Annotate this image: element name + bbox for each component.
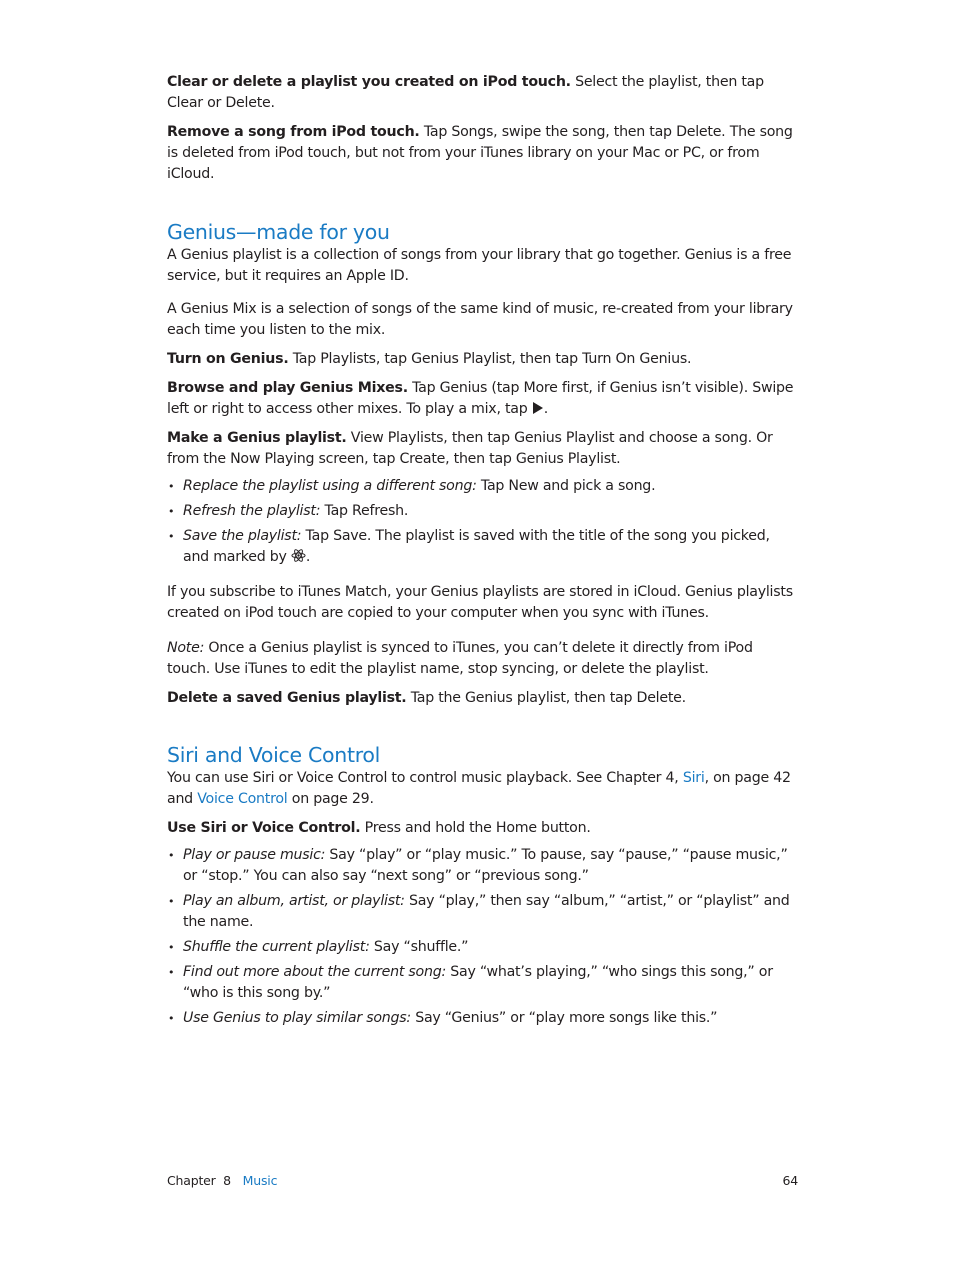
- list-item: [167, 845, 797, 887]
- siri-intro-text-a: You can use Siri or Voice Control to control music playback. See Chapter 4,: [167, 770, 683, 786]
- list-item-end: .: [305, 549, 311, 565]
- list-item-label: Use Genius to play similar songs:: [183, 1010, 411, 1026]
- browse-genius-paragraph: [167, 378, 797, 420]
- use-siri-text: Press and hold the Home button.: [360, 820, 591, 836]
- turn-on-genius-title: Turn on Genius.: [167, 351, 289, 367]
- list-item-label: Play or pause music:: [183, 847, 326, 863]
- list-item-label: Find out more about the current song:: [183, 964, 447, 980]
- clear-playlist-text: Select the playlist, then tap Clear or Delete.: [167, 74, 764, 111]
- list-item-label: Refresh the playlist:: [183, 503, 321, 519]
- remove-song-title: Remove a song from iPod touch.: [167, 124, 420, 140]
- note-paragraph: [167, 638, 797, 680]
- remove-song-paragraph: [167, 122, 797, 185]
- list-item: [167, 526, 797, 568]
- list-item: [167, 891, 797, 933]
- list-item: [167, 962, 797, 1004]
- siri-link[interactable]: Siri: [682, 770, 705, 786]
- genius-options-list: [167, 476, 797, 568]
- genius-atom-icon: [291, 548, 306, 563]
- list-item: [167, 501, 797, 522]
- note-text: Once a Genius playlist is synced to iTunes, you can’t delete it directly from iPod touch. Use iTunes to edit the playlist name, stop syncing, or delete the playlist.: [167, 640, 753, 677]
- siri-commands-list: [167, 845, 797, 1029]
- remove-song-text: Tap Songs, swipe the song, then tap Delete. The song is deleted from iPod touch, but not from your iTunes library on your Mac or PC, or from iCloud.: [167, 124, 793, 182]
- turn-on-genius-paragraph: [167, 349, 797, 370]
- page-footer: [167, 1172, 798, 1190]
- list-item-text: Tap Save. The playlist is saved with the title of the song you picked, and marked by: [183, 528, 770, 565]
- list-item-label: Shuffle the current playlist:: [183, 939, 370, 955]
- list-item-label: Replace the playlist using a different song:: [183, 478, 477, 494]
- delete-genius-paragraph: [167, 688, 797, 709]
- make-genius-paragraph: [167, 428, 797, 470]
- genius-mix-paragraph: A Genius Mix is a selection of songs of the same kind of music, re-created from your library each time you listen to the mix.: [167, 301, 793, 338]
- browse-genius-title: Browse and play Genius Mixes.: [167, 380, 408, 396]
- list-item-text: Tap Refresh.: [320, 503, 409, 519]
- siri-intro-paragraph: [167, 768, 797, 810]
- siri-intro-text-b: , on page 42 and: [167, 770, 791, 807]
- page-body: [167, 72, 797, 1029]
- note-label: Note:: [167, 640, 205, 656]
- list-item: [167, 1008, 797, 1029]
- use-siri-title: Use Siri or Voice Control.: [167, 820, 361, 836]
- list-item-label: Play an album, artist, or playlist:: [183, 893, 405, 909]
- list-item-label: Save the playlist:: [183, 528, 302, 544]
- list-item-text: Say “Genius” or “play more songs like this.”: [410, 1010, 718, 1026]
- footer-chapter: Chapter 8: [167, 1173, 231, 1188]
- genius-intro-paragraph: A Genius playlist is a collection of songs from your library that go together. Genius is a free service, but it requires an Apple ID.: [167, 247, 792, 284]
- turn-on-genius-text: Tap Playlists, tap Genius Playlist, then tap Turn On Genius.: [288, 351, 692, 367]
- list-item-text: Say “shuffle.”: [369, 939, 469, 955]
- voice-control-link[interactable]: Voice Control: [197, 791, 288, 807]
- footer-section-link[interactable]: Music: [242, 1173, 278, 1188]
- list-item-text: Tap New and pick a song.: [476, 478, 656, 494]
- list-item-text: Say “play,” then say “album,” “artist,” or “playlist” and the name.: [183, 893, 790, 930]
- list-item-text: Say “what’s playing,” “who sings this song,” or “who is this song by.”: [183, 964, 773, 1001]
- siri-intro-text-c: on page 29.: [287, 791, 374, 807]
- browse-genius-text: Tap Genius (tap More first, if Genius isn’t visible). Swipe left or right to access other mixes. To play a mix, tap: [167, 380, 794, 417]
- list-item: [167, 476, 797, 497]
- siri-heading: Siri and Voice Control: [167, 743, 381, 767]
- page-number: 64: [782, 1173, 798, 1188]
- list-item: [167, 937, 797, 958]
- play-icon: [533, 402, 543, 414]
- delete-genius-text: Tap the Genius playlist, then tap Delete.: [406, 690, 686, 706]
- list-item-text: Say “play” or “play music.” To pause, say “pause,” “pause music,” or “stop.” You can also say “next song” or “previous song.”: [183, 847, 788, 884]
- clear-playlist-paragraph: [167, 72, 797, 114]
- delete-genius-title: Delete a saved Genius playlist.: [167, 690, 407, 706]
- make-genius-title: Make a Genius playlist.: [167, 430, 347, 446]
- make-genius-text: View Playlists, then tap Genius Playlist and choose a song. Or from the Now Playing screen, tap Create, then tap Genius Playlist.: [167, 430, 773, 467]
- clear-playlist-title: Clear or delete a playlist you created on iPod touch.: [167, 74, 571, 90]
- use-siri-paragraph: [167, 818, 797, 839]
- browse-genius-end: .: [543, 401, 549, 417]
- genius-heading: Genius—made for you: [167, 220, 390, 244]
- itunes-match-paragraph: If you subscribe to iTunes Match, your Genius playlists are stored in iCloud. Genius playlists created on iPod touch are copied to your computer when you sync with iTunes.: [167, 584, 793, 621]
